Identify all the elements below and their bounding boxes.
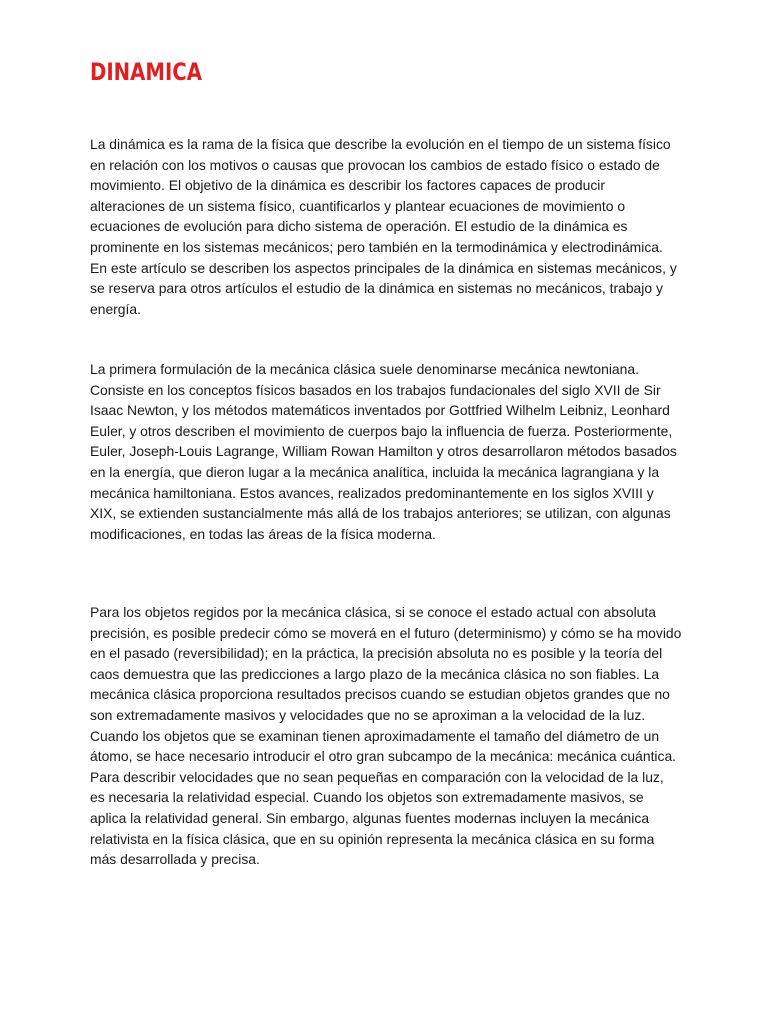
paragraph-3: Para los objetos regidos por la mecánica clásica, si se conoce el estado actual con absoluta precisión, es posible predecir cómo se moverá en el futuro (determinismo) y cómo se ha movido en el pasado (reversibilidad); en la práctica, la precisión absoluta no es posible y la teoría del caos demuestra que las predicciones a largo plazo de la mecánica clásica no son fiables. La mecánica clásica proporciona resultados precisos cuando se estudian objetos grandes que no son extremadamente masivos y velocidades que no se aproximan a la velocidad de la luz. Cuando los objetos que se examinan tienen aproximadamente el tamaño del diámetro de un átomo, se hace necesario introducir el otro gran subcampo de la mecánica: mecánica cuántica. Para describir velocidades que no sean pequeñas en comparación con la velocidad de la luz, es necesaria la relatividad especial. Cuando los objetos son extremadamente masivos, se aplica la relatividad general. Sin embargo, algunas fuentes modernas incluyen la mecánica relativista en la física clásica, que en su opinión representa la mecánica clásica en su forma más desarrollada y precisa. bbox=[90, 604, 682, 868]
paragraph-1: La dinámica es la rama de la física que describe la evolución en el tiempo de un sistema físico en relación con los motivos o causas que provocan los cambios de estado físico o estado de movimiento. El objetivo de la dinámica es describir los factores capaces de producir alteraciones de un sistema físico, cuantificarlos y plantear ecuaciones de movimiento o ecuaciones de evolución para dicho sistema de operación. El estudio de la dinámica es prominente en los sistemas mecánicos; pero también en la termodinámica y electrodinámica. En este artículo se describen los aspectos principales de la dinámica en sistemas mecánicos, y se reserva para otros artículos el estudio de la dinámica en sistemas no mecánicos, trabajo y energía. bbox=[90, 136, 677, 317]
paragraph-2: La primera formulación de la mecánica clásica suele denominarse mecánica newtoniana. Consiste en los conceptos físicos basados en los trabajos fundacionales del siglo XVII de Sir Isaac Newton, y los métodos matemáticos inventados por Gottfried Wilhelm Leibniz, Leonhard Euler, y otros describen el movimiento de cuerpos bajo la influencia de fuerza. Posteriormente, Euler, Joseph-Louis Lagrange, William Rowan Hamilton y otros desarrollaron métodos basados en la energía, que dieron lugar a la mecánica analítica, incluida la mecánica lagrangiana y la mecánica hamiltoniana. Estos avances, realizados predominantemente en los siglos XVIII y XIX, se extienden sustancialmente más allá de los trabajos anteriores; se utilizan, con algunas modificaciones, en todas las áreas de la física moderna. bbox=[90, 361, 677, 542]
document-title: DINAMICA bbox=[90, 58, 202, 86]
